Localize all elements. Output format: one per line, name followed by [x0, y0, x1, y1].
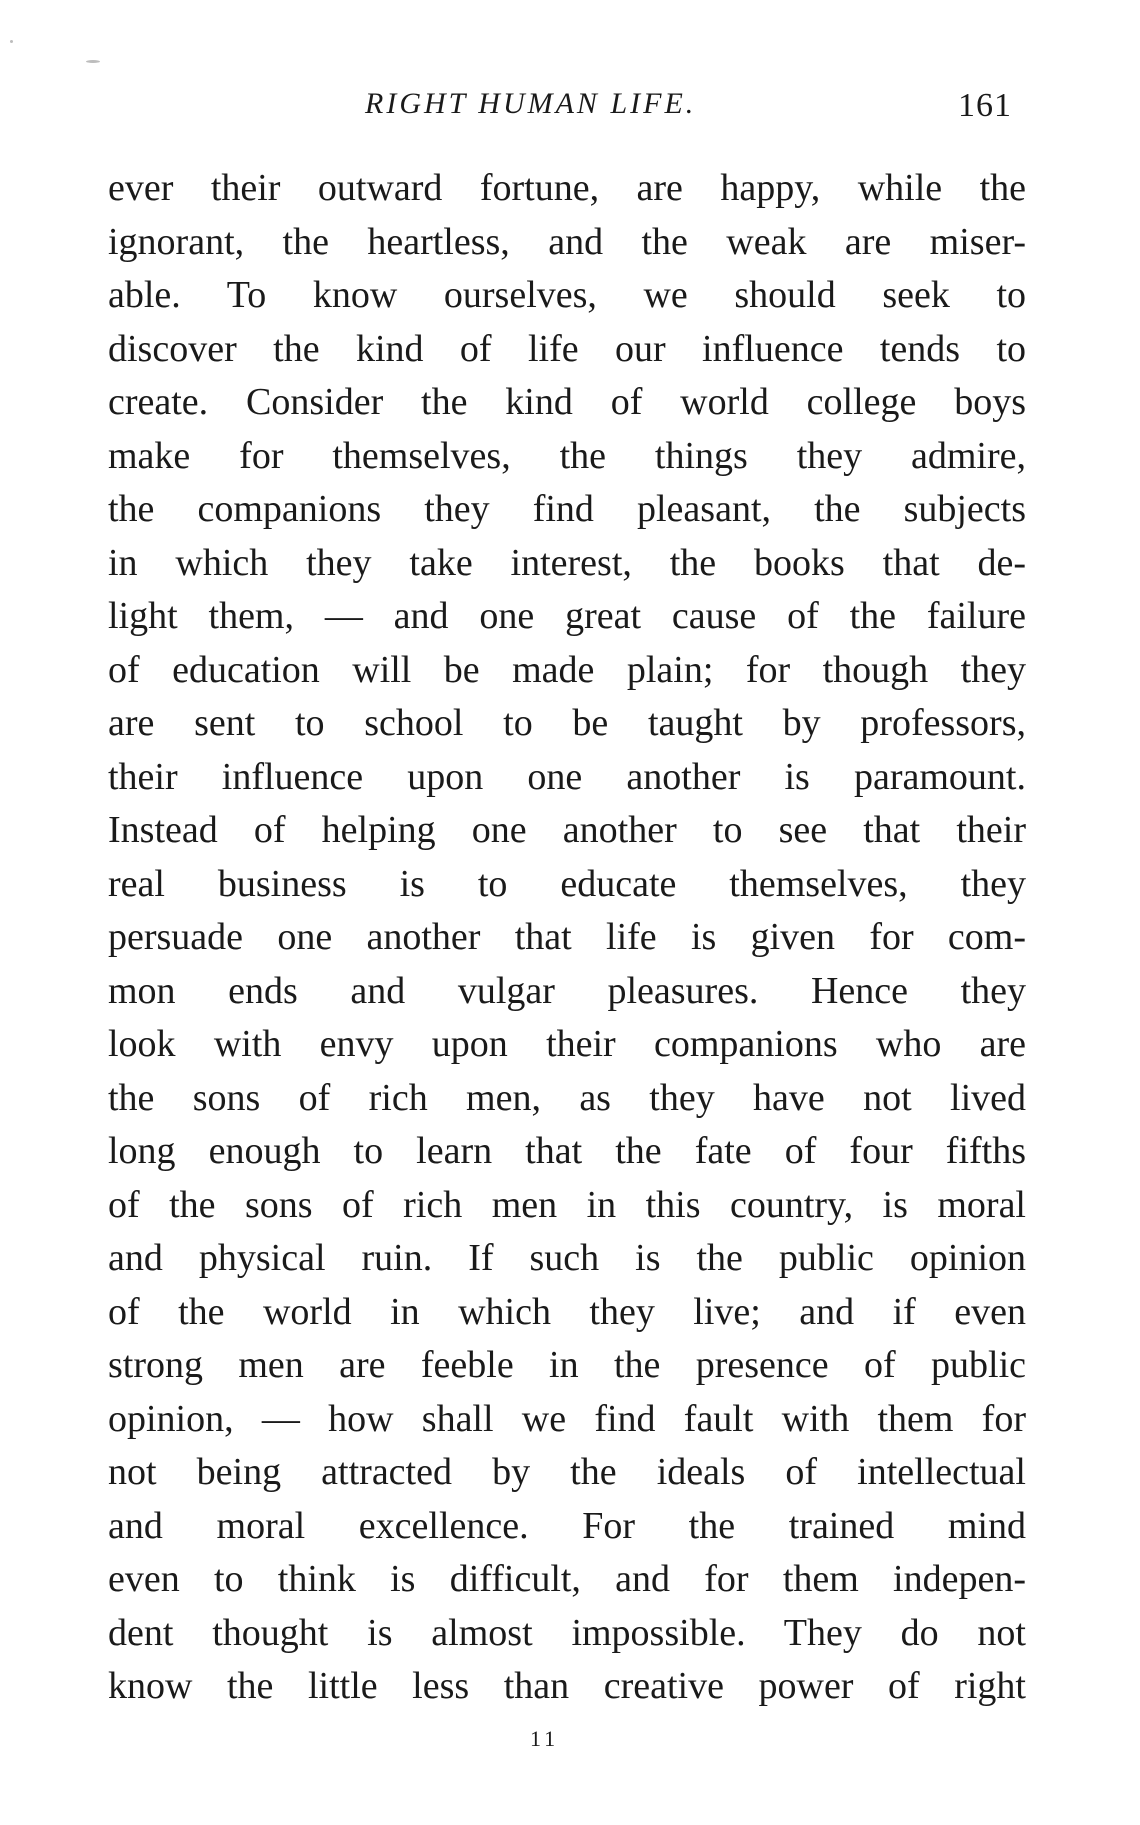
- text-line: dent thought is almost impossible. They do not: [108, 1611, 1026, 1654]
- text-line: are sent to school to be taught by professors,: [108, 702, 1026, 744]
- text-line: long enough to learn that the fate of four fifths: [108, 1130, 1026, 1172]
- text-line: discover the kind of life our influence tends to: [108, 327, 1026, 370]
- text-line: able. To know ourselves, we should seek to: [108, 274, 1026, 316]
- text-line: of education will be made plain; for though they: [108, 648, 1026, 691]
- paper-speck: [86, 60, 100, 63]
- text-line: real business is to educate themselves, they: [108, 862, 1026, 905]
- text-line: ignorant, the heartless, and the weak are miser-: [108, 220, 1026, 263]
- text-line: Instead of helping one another to see that their: [108, 809, 1026, 851]
- text-line: and moral excellence. For the trained mind: [108, 1504, 1026, 1547]
- text-line: their influence upon one another is paramount.: [108, 755, 1026, 798]
- body-text: [108, 162, 1026, 1714]
- running-title: RIGHT HUMAN LIFE.: [365, 87, 697, 120]
- text-line: not being attracted by the ideals of intellectual: [108, 1451, 1026, 1493]
- running-head: [0, 82, 1140, 132]
- text-line: the sons of rich men, as they have not lived: [108, 1076, 1026, 1119]
- text-line: know the little less than creative power of right: [108, 1665, 1026, 1707]
- text-line: of the sons of rich men in this country, is moral: [108, 1183, 1026, 1226]
- text-line: even to think is difficult, and for them indepen-: [108, 1558, 1026, 1600]
- text-line: in which they take interest, the books that de-: [108, 541, 1026, 584]
- text-line: and physical ruin. If such is the public opinion: [108, 1237, 1026, 1279]
- text-line: mon ends and vulgar pleasures. Hence they: [108, 969, 1026, 1012]
- signature-mark: 11: [530, 1726, 560, 1751]
- text-line: of the world in which they live; and if even: [108, 1290, 1026, 1333]
- text-line: look with envy upon their companions who are: [108, 1023, 1026, 1065]
- text-line: persuade one another that life is given for com-: [108, 916, 1026, 958]
- text-line: ever their outward fortune, are happy, while the: [108, 167, 1026, 209]
- paper-speck: [10, 40, 13, 43]
- page-number: 161: [958, 87, 1012, 124]
- text-line: opinion, — how shall we find fault with them for: [108, 1397, 1026, 1440]
- text-line: light them, — and one great cause of the failure: [108, 595, 1026, 637]
- text-line: create. Consider the kind of world college boys: [108, 381, 1026, 423]
- text-line: the companions they find pleasant, the subjects: [108, 488, 1026, 530]
- text-line: make for themselves, the things they admire,: [108, 434, 1026, 477]
- text-line: strong men are feeble in the presence of public: [108, 1344, 1026, 1386]
